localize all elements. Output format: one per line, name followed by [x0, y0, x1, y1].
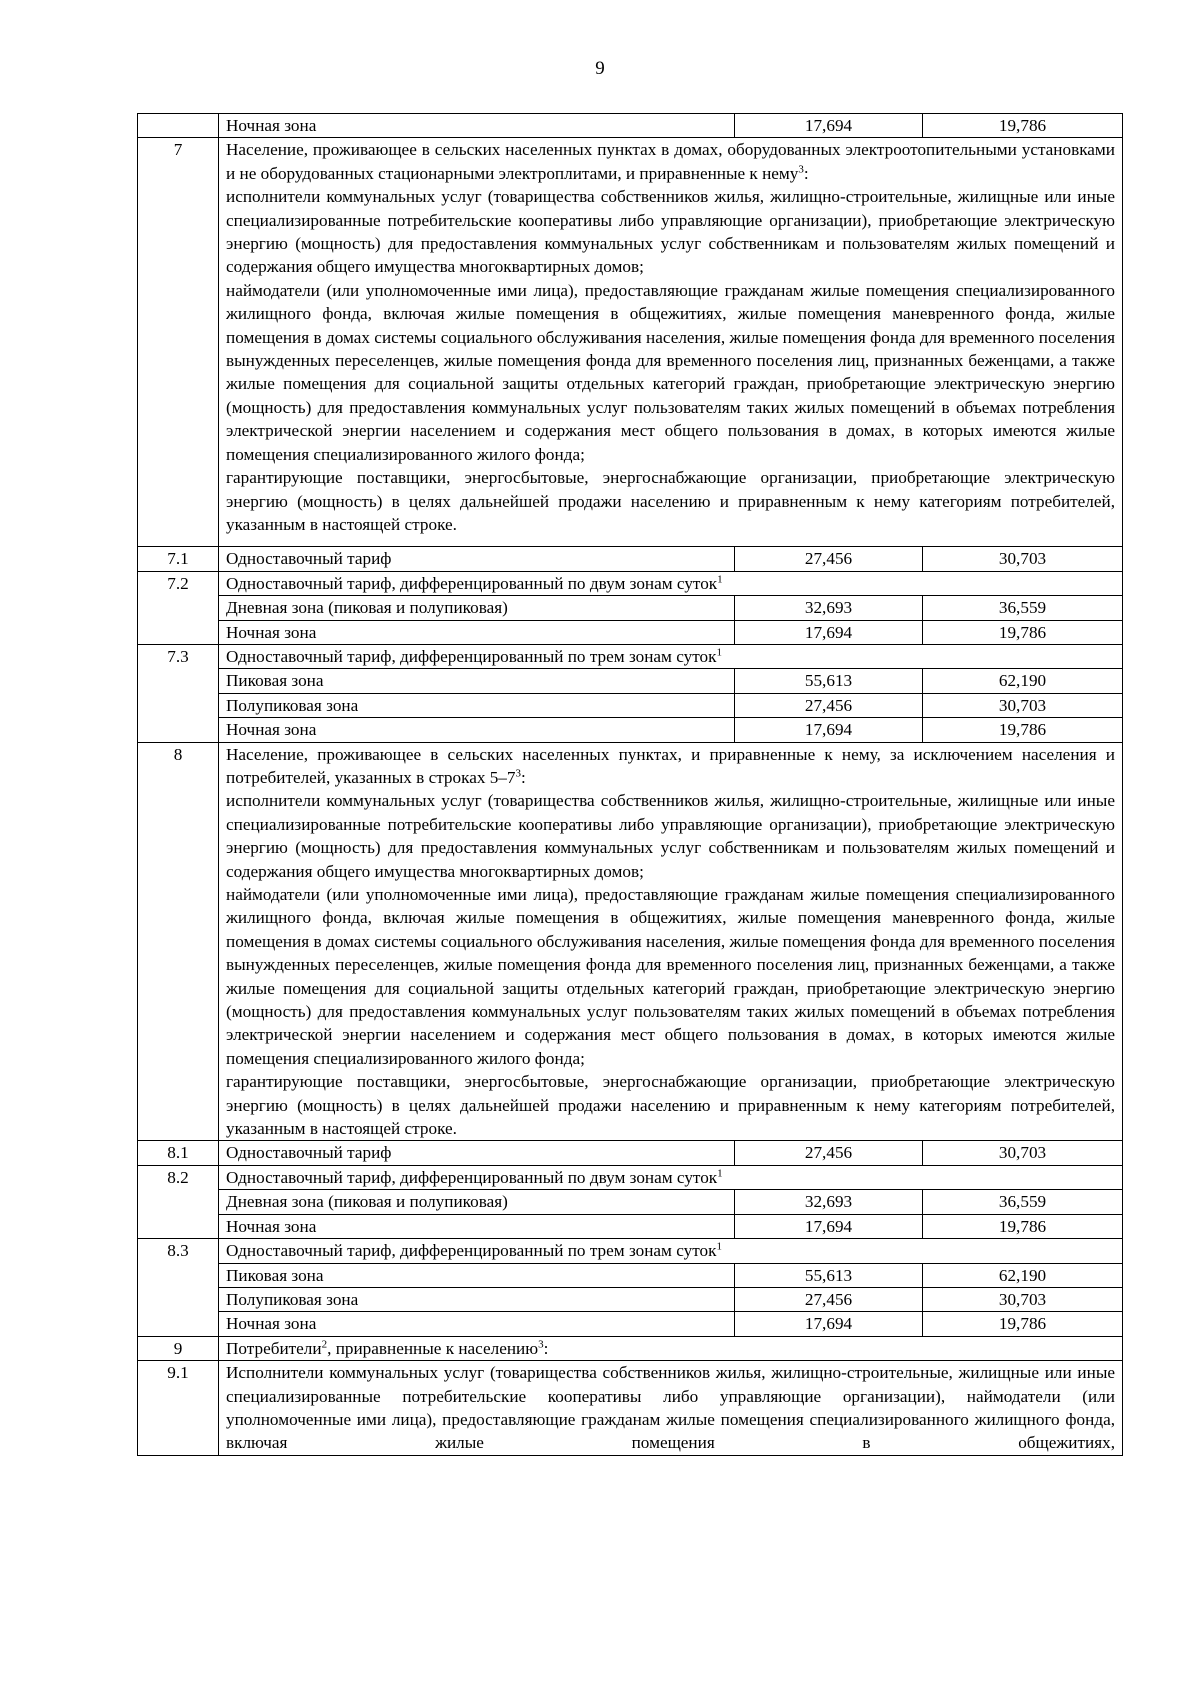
value-cell-1: 27,456 [735, 547, 923, 571]
table-row [138, 1263, 1123, 1287]
value-cell-2: 30,703 [923, 547, 1123, 571]
row-label: Полупиковая зона [219, 693, 735, 717]
value-cell-2: 19,786 [923, 114, 1123, 138]
section-9-1-description [219, 1361, 1123, 1456]
row-label: Ночная зона [219, 114, 735, 138]
row-label: Дневная зона (пиковая и полупиковая) [219, 1190, 735, 1214]
value-cell-2: 36,559 [923, 596, 1123, 620]
table-row [138, 693, 1123, 717]
table-row [138, 1312, 1123, 1336]
row-label: Ночная зона [219, 1214, 735, 1238]
section-header: Население, проживающее в сельских населенных пунктах в домах, оборудованных электроотопительными установками и не оборудованных стационарными электроплитами, и приравненные к нему$^3$: [226, 140, 1115, 183]
row-number: 7 [138, 138, 219, 547]
row-number: 7.3 [138, 644, 219, 742]
section-7-row [138, 138, 1123, 547]
table-row [138, 644, 1123, 668]
row-label: Одноставочный тариф, дифференцированный по трем зонам суток$^1$ [219, 644, 1123, 668]
row-number: 9.1 [138, 1361, 219, 1456]
paragraph-suppliers: гарантирующие поставщики, энергосбытовые, энергоснабжающие организации, приобретающие электрическую энергию (мощность) в целях дальнейшей продажи населению и приравненным к нему категориям потребителей, указанным в настоящей строке. [226, 468, 1115, 534]
value-cell-1: 27,456 [735, 693, 923, 717]
table-row [138, 547, 1123, 571]
row-number: 7.1 [138, 547, 219, 571]
row-label: Ночная зона [219, 718, 735, 742]
value-cell-2: 19,786 [923, 620, 1123, 644]
table-row [138, 571, 1123, 595]
row-number: 8.3 [138, 1239, 219, 1337]
table-row [138, 114, 1123, 138]
value-cell-1: 55,613 [735, 1263, 923, 1287]
row-number: 9 [138, 1336, 219, 1360]
row-label: Пиковая зона [219, 1263, 735, 1287]
value-cell-2: 30,703 [923, 1141, 1123, 1165]
value-cell-2: 30,703 [923, 1287, 1123, 1311]
row-label: Дневная зона (пиковая и полупиковая) [219, 596, 735, 620]
row-label: Одноставочный тариф, дифференцированный по двум зонам суток$^1$ [219, 1165, 1123, 1189]
page-number: 9 [595, 58, 605, 79]
value-cell-2: 62,190 [923, 1263, 1123, 1287]
row-number: 8 [138, 742, 219, 1141]
row-label: Ночная зона [219, 1312, 735, 1336]
section-header: Потребители$^2$, приравненные к населению$^3$: [219, 1336, 1123, 1360]
value-cell-1: 27,456 [735, 1141, 923, 1165]
row-label: Одноставочный тариф, дифференцированный по двум зонам суток$^1$ [219, 571, 1123, 595]
value-cell-1: 17,694 [735, 1312, 923, 1336]
row-label: Одноставочный тариф, дифференцированный по трем зонам суток$^1$ [219, 1239, 1123, 1263]
table-row [138, 1287, 1123, 1311]
value-cell-2: 19,786 [923, 1214, 1123, 1238]
table-row [138, 718, 1123, 742]
value-cell-2: 19,786 [923, 1312, 1123, 1336]
value-cell-1: 27,456 [735, 1287, 923, 1311]
value-cell-1: 32,693 [735, 596, 923, 620]
paragraph-landlords: наймодатели (или уполномоченные ими лица), предоставляющие гражданам жилые помещения специализированного жилищного фонда, включая жилые помещения в общежитиях, жилые помещения маневренного фонда, жилые помещения в домах системы социального обслуживания населения, жилые помещения фонда для временного поселения вынужденных переселенцев, жилые помещения фонда для временного поселения лиц, признанных беженцами, а также жилые помещения для социальной защиты отдельных категорий граждан, приобретающие электрическую энергию (мощность) для предоставления коммунальных услуг пользователям таких жилых помещений в объемах потребления электрической энергии населением и содержания мест общего пользования в домах, в которых имеются жилые помещения специализированного жилого фонда; [226, 280, 1115, 464]
section-8-description [219, 742, 1123, 1141]
row-number: 8.1 [138, 1141, 219, 1165]
table-row [138, 596, 1123, 620]
row-label: Ночная зона [219, 620, 735, 644]
table-row [138, 1141, 1123, 1165]
paragraph-text: Исполнители коммунальных услуг (товарищества собственников жилья, жилищно-строительные, жилищные или иные специализированные потребительские кооперативы либо управляющие организации), наймодатели (или уполномоченные ими лица), предоставляющие гражданам жилые помещения специализированного жилищного фонда, включая жилые помещения в общежитиях, [226, 1363, 1115, 1453]
table-row [138, 669, 1123, 693]
paragraph-suppliers: гарантирующие поставщики, энергосбытовые, энергоснабжающие организации, приобретающие электрическую энергию (мощность) в целях дальнейшей продажи населению и приравненным к нему категориям потребителей, указанным в настоящей строке. [226, 1072, 1115, 1139]
paragraph-utilities: исполнители коммунальных услуг (товарищества собственников жилья, жилищно-строительные, жилищные или иные специализированные потребительские кооперативы либо управляющие организации), приобретающие электрическую энергию (мощность) для предоставления коммунальных услуг собственникам и пользователям жилых помещений и содержания общего имущества многоквартирных домов; [226, 791, 1115, 881]
paragraph-landlords: наймодатели (или уполномоченные ими лица), предоставляющие гражданам жилые помещения специализированного жилищного фонда, включая жилые помещения в общежитиях, жилые помещения маневренного фонда, жилые помещения в домах системы социального обслуживания населения, жилые помещения фонда для временного поселения вынужденных переселенцев, жилые помещения фонда для временного поселения лиц, признанных беженцами, а также жилые помещения для социальной защиты отдельных категорий граждан, приобретающие электрическую энергию (мощность) для предоставления коммунальных услуг пользователям таких жилых помещений в объемах потребления электрической энергии населением и содержания мест общего пользования в домах, в которых имеются жилые помещения специализированного жилого фонда; [226, 885, 1115, 1068]
section-9-row [138, 1336, 1123, 1360]
value-cell-2: 19,786 [923, 718, 1123, 742]
value-cell-1: 17,694 [735, 114, 923, 138]
value-cell-1: 17,694 [735, 1214, 923, 1238]
section-8-row [138, 742, 1123, 1141]
paragraph-utilities: исполнители коммунальных услуг (товарищества собственников жилья, жилищно-строительные, жилищные или иные специализированные потребительские кооперативы либо управляющие организации), приобретающие электрическую энергию (мощность) для предоставления коммунальных услуг собственникам и пользователям жилых помещений и содержания общего имущества многоквартирных домов; [226, 187, 1115, 277]
table-row [138, 1239, 1123, 1263]
row-label: Одноставочный тариф [219, 547, 735, 571]
value-cell-2: 30,703 [923, 693, 1123, 717]
table-row [138, 620, 1123, 644]
value-cell-1: 55,613 [735, 669, 923, 693]
table-row [138, 1190, 1123, 1214]
row-label: Пиковая зона [219, 669, 735, 693]
row-number-cell [138, 114, 219, 138]
value-cell-2: 62,190 [923, 669, 1123, 693]
value-cell-1: 17,694 [735, 620, 923, 644]
table-row [138, 1214, 1123, 1238]
tariff-table [137, 113, 1123, 1456]
row-number: 8.2 [138, 1165, 219, 1238]
section-7-description [219, 138, 1123, 547]
value-cell-2: 36,559 [923, 1190, 1123, 1214]
table-row [138, 1165, 1123, 1189]
value-cell-1: 17,694 [735, 718, 923, 742]
row-number: 7.2 [138, 571, 219, 644]
row-label: Полупиковая зона [219, 1287, 735, 1311]
row-label: Одноставочный тариф [219, 1141, 735, 1165]
value-cell-1: 32,693 [735, 1190, 923, 1214]
section-9-1-row [138, 1361, 1123, 1456]
section-header: Население, проживающее в сельских населенных пунктах, и приравненные к нему, за исключением населения и потребителей, указанных в строках $5-7^3$: [226, 744, 1115, 787]
